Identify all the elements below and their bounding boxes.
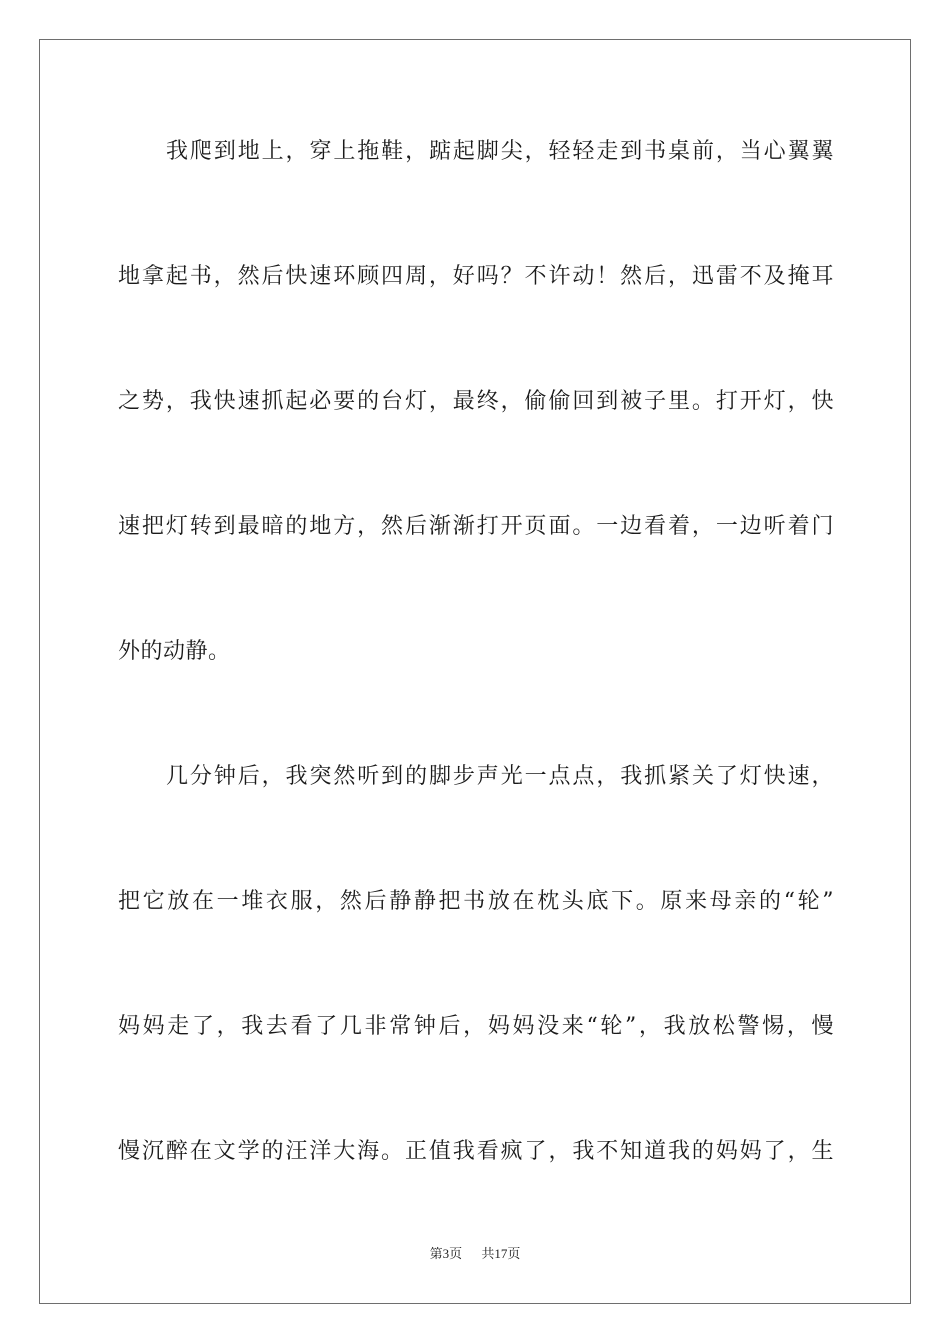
paragraph-2-line-1: 几分钟后，我突然听到的脚步声光一点点，我抓紧关了灯快速， [166,764,834,789]
paragraph-2-line-3: 妈妈走了，我去看了几非常钟后，妈妈没来“轮”，我放松警惕，慢 [118,1014,834,1039]
paragraph-1-line-3: 之势，我快速抓起必要的台灯，最终，偷偷回到被子里。打开灯，快 [118,389,834,414]
paragraph-2-line-4: 慢沉醉在文学的汪洋大海。正值我看疯了，我不知道我的妈妈了，生 [118,1139,834,1164]
total-pages: 共17页 [481,1246,521,1261]
paragraph-2-line-2: 把它放在一堆衣服，然后静静把书放在枕头底下。原来母亲的“轮” [118,889,834,914]
paragraph-1-line-5: 外的动静。 [118,639,231,664]
paragraph-1-line-4: 速把灯转到最暗的地方，然后渐渐打开页面。一边看着，一边听着门 [118,514,834,539]
paragraph-1-line-1: 我爬到地上，穿上拖鞋，踮起脚尖，轻轻走到书桌前，当心翼翼 [166,139,834,164]
page-border [39,39,911,1304]
paragraph-1-line-2: 地拿起书，然后快速环顾四周，好吗？不许动！然后，迅雷不及掩耳 [118,264,834,289]
page-footer [0,1244,950,1264]
page-number: 第3页 [429,1246,463,1261]
